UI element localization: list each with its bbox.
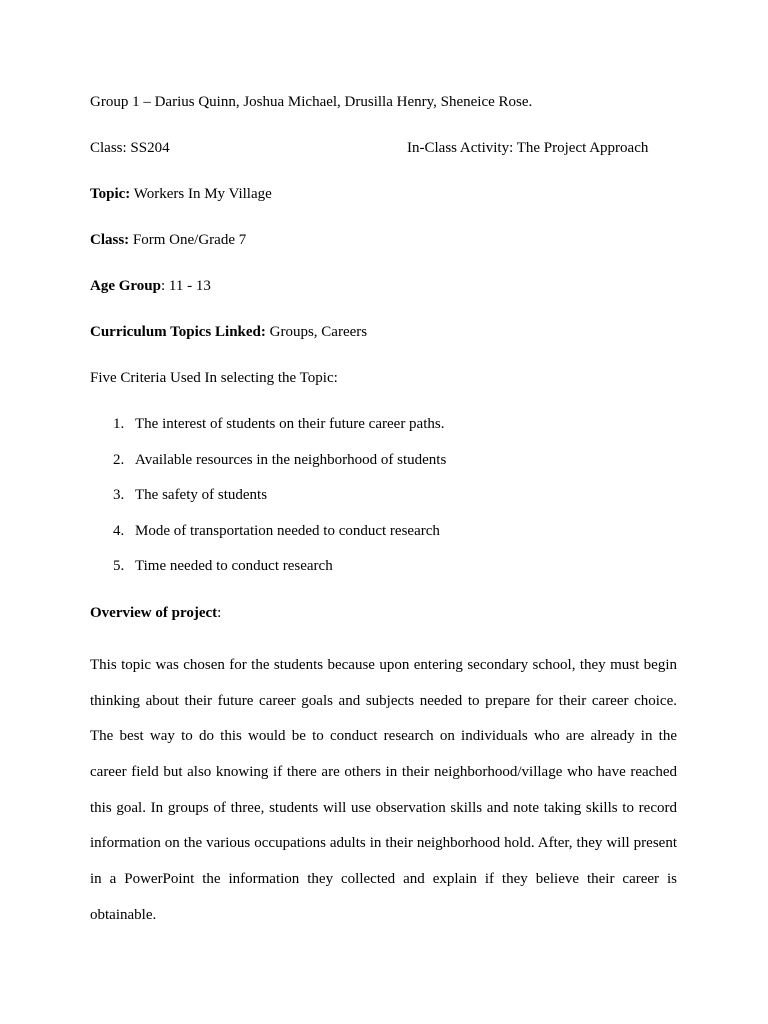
list-text: Available resources in the neighborhood of students	[135, 452, 447, 468]
paragraph-line: thinking about their future career goals and subjects needed to prepare for their career choice.	[90, 692, 677, 709]
curriculum-line	[90, 323, 367, 341]
list-number: 5.	[113, 558, 125, 574]
paragraph-line: The best way to do this would be to conduct research on individuals who are already in the	[90, 728, 677, 745]
list-text: The safety of students	[135, 487, 268, 503]
list-item	[113, 522, 440, 540]
list-number: 1.	[113, 416, 125, 432]
paragraph-line: in a PowerPoint the information they collected and explain if they believe their career is	[90, 871, 677, 888]
list-item	[113, 415, 444, 433]
list-item	[113, 557, 333, 575]
topic-line	[90, 185, 272, 203]
topic-label: Topic:	[90, 186, 131, 202]
list-text: Time needed to conduct research	[135, 558, 333, 574]
age-group-label: Age Group	[90, 278, 161, 294]
list-text: The interest of students on their future career paths.	[135, 416, 445, 432]
list-number: 2.	[113, 452, 125, 468]
curriculum-value: Groups, Careers	[265, 324, 368, 340]
topic-value: Workers In My Village	[130, 186, 272, 202]
list-number: 4.	[113, 523, 125, 539]
overview-paragraph	[90, 648, 677, 934]
list-number: 3.	[113, 487, 125, 503]
class-line	[90, 231, 246, 249]
list-text: Mode of transportation needed to conduct research	[135, 523, 440, 539]
class-label: Class:	[90, 232, 130, 248]
activity-title: In-Class Activity: The Project Approach	[407, 140, 649, 156]
criteria-intro: Five Criteria Used In selecting the Topic:	[90, 370, 338, 386]
overview-heading-line	[90, 604, 221, 622]
group-members-line: Group 1 – Darius Quinn, Joshua Michael, Drusilla Henry, Sheneice Rose.	[90, 94, 533, 110]
paragraph-line: This topic was chosen for the students because upon entering secondary school, they must begin	[90, 657, 677, 673]
paragraph-line: information on the various occupations adults in their neighborhood hold. After, they will present	[90, 835, 677, 852]
overview-heading: Overview of project	[90, 605, 218, 621]
age-group-line	[90, 277, 211, 295]
class-value: Form One/Grade 7	[129, 232, 247, 248]
list-item	[113, 486, 267, 504]
class-activity-line	[90, 139, 690, 157]
paragraph-line: obtainable.	[90, 906, 157, 923]
age-group-value: : 11 - 13	[160, 278, 211, 294]
paragraph-line: this goal. In groups of three, students will use observation skills and note taking skills to record	[90, 799, 677, 816]
list-item	[113, 451, 446, 469]
class-code: Class: SS204	[90, 140, 170, 156]
overview-heading-colon: :	[217, 605, 222, 621]
paragraph-line: career field but also knowing if there are others in their neighborhood/village who have reached	[90, 764, 677, 781]
curriculum-label: Curriculum Topics Linked:	[90, 324, 266, 340]
